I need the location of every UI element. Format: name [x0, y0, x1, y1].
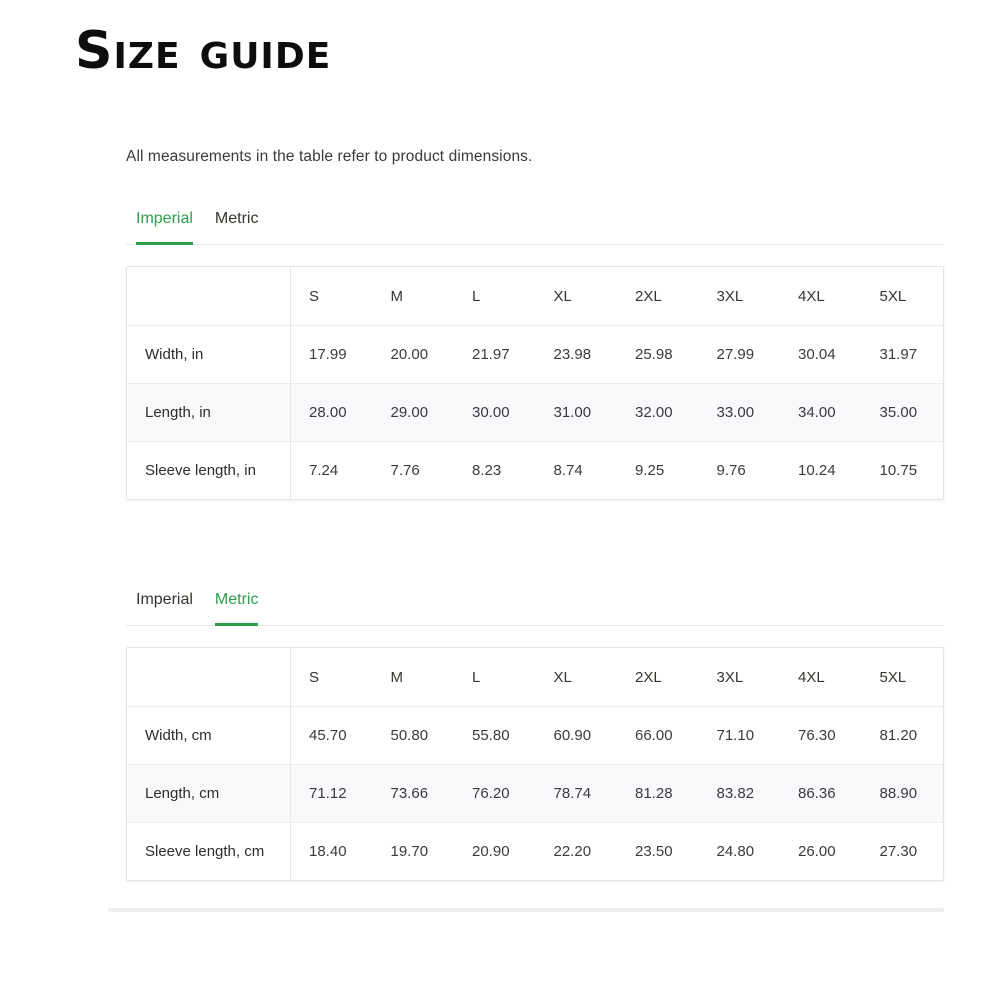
cell-value: 73.66	[373, 764, 455, 822]
cell-value: 71.12	[291, 764, 373, 822]
table-row	[127, 706, 943, 764]
cell-value: 25.98	[617, 325, 699, 383]
unit-tabs	[126, 204, 944, 245]
imperial-size-table	[126, 266, 944, 500]
cell-value: 9.76	[699, 441, 781, 499]
cell-value: 34.00	[780, 383, 862, 441]
tab-metric[interactable]: Metric	[214, 210, 259, 227]
cell-value: 81.28	[617, 764, 699, 822]
column-header: S	[309, 668, 320, 686]
cell-value: 10.24	[780, 441, 862, 499]
column-header: M	[390, 287, 403, 305]
tab-metric[interactable]: Metric	[215, 585, 259, 626]
cell-value: 86.36	[780, 764, 862, 822]
cell-value: 18.40	[291, 822, 373, 880]
row-label: Sleeve length, in	[127, 441, 291, 499]
cell-value: 10.75	[862, 441, 944, 499]
cell-value: 88.90	[862, 764, 944, 822]
row-label: Length, in	[127, 383, 291, 441]
cell-value: 24.80	[699, 822, 781, 880]
cell-value: 27.99	[699, 325, 781, 383]
cell-value: 55.80	[454, 706, 536, 764]
cell-value: 29.00	[373, 383, 455, 441]
table-row	[127, 441, 943, 499]
cell-value: 22.20	[536, 822, 618, 880]
column-header: L	[472, 287, 481, 305]
cell-value: 20.00	[373, 325, 455, 383]
table-header-row	[127, 267, 943, 325]
cell-value: 7.76	[373, 441, 455, 499]
column-header: M	[390, 668, 403, 686]
cell-value: 31.00	[536, 383, 618, 441]
cell-value: 32.00	[617, 383, 699, 441]
corner-cell	[127, 267, 291, 325]
column-header: 5XL	[879, 668, 907, 686]
cell-value: 71.10	[699, 706, 781, 764]
table-row	[127, 325, 943, 383]
row-label: Length, cm	[127, 764, 291, 822]
cell-value: 26.00	[780, 822, 862, 880]
metric-size-table	[126, 647, 944, 881]
cell-value: 27.30	[862, 822, 944, 880]
measurements-note: All measurements in the table refer to product dimensions.	[126, 148, 533, 165]
row-label: Width, in	[127, 325, 291, 383]
page-title: Size guide	[75, 21, 332, 81]
column-header: L	[472, 668, 481, 686]
row-label: Width, cm	[127, 706, 291, 764]
size-guide-content	[126, 148, 944, 881]
column-header: XL	[553, 668, 572, 686]
cell-value: 23.98	[536, 325, 618, 383]
cell-value: 8.74	[536, 441, 618, 499]
cell-value: 7.24	[291, 441, 373, 499]
cell-value: 60.90	[536, 706, 618, 764]
cell-value: 8.23	[454, 441, 536, 499]
cell-value: 76.30	[780, 706, 862, 764]
cell-value: 76.20	[454, 764, 536, 822]
cell-value: 28.00	[291, 383, 373, 441]
corner-cell	[127, 648, 291, 706]
table-row	[127, 383, 943, 441]
metric-section	[126, 585, 944, 881]
cell-value: 81.20	[862, 706, 944, 764]
cell-value: 83.82	[699, 764, 781, 822]
cell-value: 50.80	[373, 706, 455, 764]
unit-tabs	[126, 585, 944, 626]
table-row	[127, 764, 943, 822]
table-header-row	[127, 648, 943, 706]
column-header: 3XL	[716, 287, 744, 305]
cell-value: 9.25	[617, 441, 699, 499]
column-header: XL	[553, 287, 572, 305]
cell-value: 78.74	[536, 764, 618, 822]
row-label: Sleeve length, cm	[127, 822, 291, 880]
cell-value: 30.04	[780, 325, 862, 383]
cell-value: 33.00	[699, 383, 781, 441]
cell-value: 30.00	[454, 383, 536, 441]
column-header: 2XL	[635, 668, 662, 686]
tab-imperial[interactable]: Imperial	[136, 204, 193, 245]
cell-value: 45.70	[291, 706, 373, 764]
cell-value: 31.97	[862, 325, 944, 383]
cell-value: 17.99	[291, 325, 373, 383]
column-header: 4XL	[798, 287, 825, 305]
column-header: S	[309, 287, 320, 305]
cell-value: 21.97	[454, 325, 536, 383]
cell-value: 19.70	[373, 822, 455, 880]
column-header: 5XL	[879, 287, 907, 305]
tab-imperial[interactable]: Imperial	[136, 591, 193, 608]
bottom-divider	[108, 908, 944, 912]
imperial-section	[126, 204, 944, 500]
cell-value: 66.00	[617, 706, 699, 764]
column-header: 2XL	[635, 287, 662, 305]
column-header: 3XL	[716, 668, 744, 686]
cell-value: 20.90	[454, 822, 536, 880]
table-row	[127, 822, 943, 880]
cell-value: 23.50	[617, 822, 699, 880]
column-header: 4XL	[798, 668, 825, 686]
cell-value: 35.00	[862, 383, 944, 441]
